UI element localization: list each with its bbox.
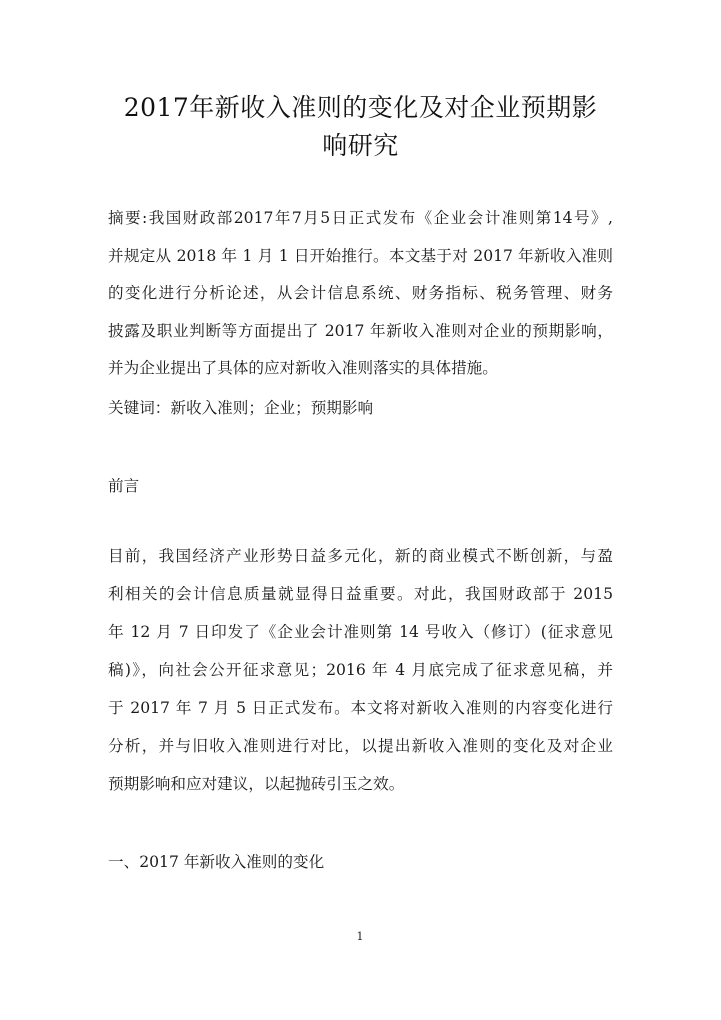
body-line: 利相关的会计信息质量就显得日益重要。对此，我国财政部于 2015 xyxy=(108,585,613,603)
abstract-line: 披露及职业判断等方面提出了 2017 年新收入准则对企业的预期影响， xyxy=(108,322,613,340)
body-line: 于 2017 年 7 月 5 日正式发布。本文将对新收入准则的内容变化进行 xyxy=(108,699,613,717)
abstract-line: 并规定从 2018 年 1 月 1 日开始推行。本文基于对 2017 年新收入准则 xyxy=(108,247,613,265)
abstract-line: 并为企业提出了具体的应对新收入准则落实的具体措施。 xyxy=(108,359,498,377)
page-number: 1 xyxy=(356,930,364,943)
title-line-1: 2017年新收入准则的变化及对企业预期影 xyxy=(123,93,598,122)
preface-heading: 前言 xyxy=(108,477,140,495)
abstract-line: 摘要:我国财政部2017年7月5日正式发布《企业会计准则第14号》, xyxy=(108,209,613,227)
body-line: 稿)》，向社会公开征求意见；2016 年 4 月底完成了征求意见稿，并 xyxy=(108,661,613,679)
body-line: 年 12 月 7 日印发了《企业会计准则第 14 号收入（修订）(征求意见 xyxy=(108,623,613,641)
body-line: 预期影响和应对建议，以起抛砖引玉之效。 xyxy=(108,775,405,793)
body-line: 分析，并与旧收入准则进行对比，以提出新收入准则的变化及对企业 xyxy=(108,737,613,755)
abstract-line: 的变化进行分析论述，从会计信息系统、财务指标、税务管理、财务 xyxy=(108,284,613,302)
title-line-2: 响研究 xyxy=(322,131,399,160)
section-heading: 一、2017 年新收入准则的变化 xyxy=(108,853,325,871)
keywords: 关键词：新收入准则；企业；预期影响 xyxy=(108,399,374,417)
body-line: 目前，我国经济产业形势日益多元化，新的商业模式不断创新，与盈 xyxy=(108,547,613,565)
document-title xyxy=(100,90,621,164)
